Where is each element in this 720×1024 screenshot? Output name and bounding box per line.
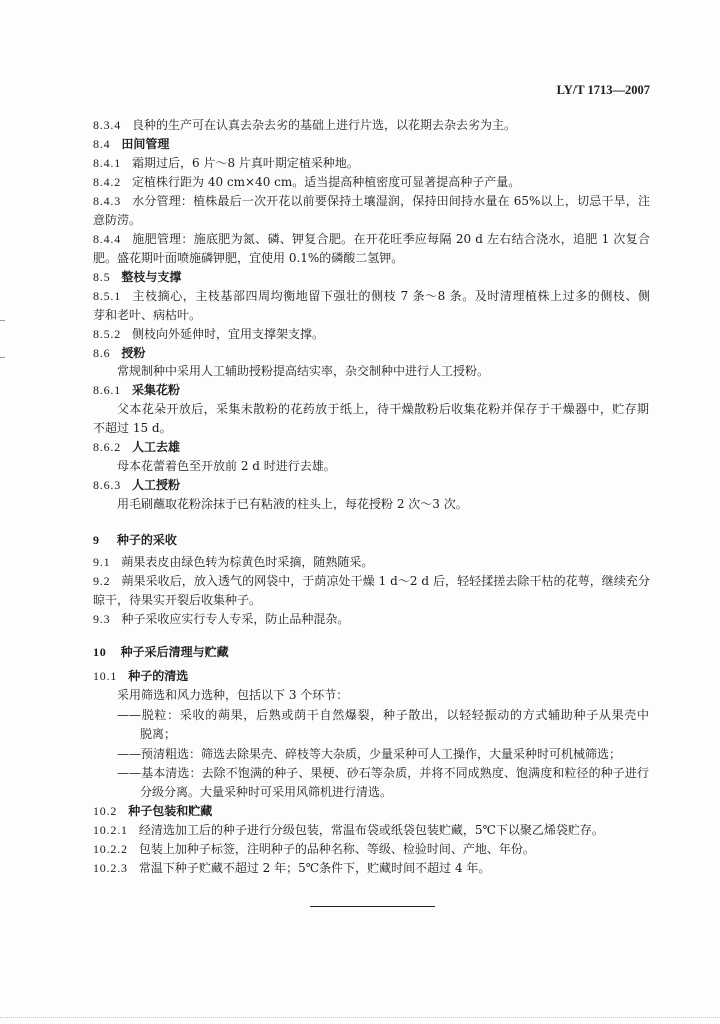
clause-8-5-2 (93, 325, 324, 344)
clause-8-4-4 (93, 230, 650, 249)
heading-8-5 (93, 268, 181, 287)
clause-number: 9.3 (93, 612, 111, 626)
clause-8-4-1 (93, 154, 359, 173)
list-item: ——脱粒：采收的蒴果，后熟或荫干自然爆裂，种子散出，以轻轻振动的方式辅助种子从果壳中 (117, 708, 649, 722)
list-item: ——基本清选：去除不饱满的种子、果梗、砂石等杂质，并将不同成熟度、饱满度和粒径的种子进行 (117, 766, 649, 780)
heading-number: 8.6.1 (93, 383, 121, 397)
paragraph-10-1-intro: 采用筛选和风力选种，包括以下 3 个环节： (117, 688, 349, 702)
list-item-continuation: 分级分离。大量采种时可采用风筛机进行清选。 (140, 785, 393, 799)
scan-edge-mark (0, 357, 5, 358)
clause-text: 种子采收应实行专人专采，防止品种混杂。 (121, 612, 350, 626)
clause-text: 蒴果表皮由绿色转为棕黄色时采摘，随熟随采。 (121, 555, 374, 569)
chapter-number: 10 (93, 645, 107, 659)
heading-number: 8.4 (93, 137, 111, 151)
heading-10-2 (93, 802, 212, 821)
paragraph-8-6-1-continuation: 不超过 15 d。 (93, 421, 172, 435)
clause-10-2-2 (93, 840, 535, 859)
clause-8-4-3-continuation: 意防涝。 (93, 213, 142, 227)
heading-number: 8.6 (93, 346, 111, 360)
clause-9-1 (93, 553, 373, 572)
heading-number: 8.6.3 (93, 478, 121, 492)
clause-8-5-1 (93, 287, 650, 306)
clause-text: 常温下种子贮藏不超过 2 年；5℃条件下，贮藏时间不超过 4 年。 (138, 861, 491, 875)
clause-8-5-1-continuation: 芽和老叶、病枯叶。 (93, 308, 202, 322)
heading-title: 采集花粉 (132, 383, 181, 397)
heading-title: 人工授粉 (132, 478, 181, 492)
clause-text: 侧枝向外延伸时，宜用支撑架支撑。 (132, 327, 325, 341)
chapter-number: 9 (93, 533, 100, 547)
end-of-text-rule (310, 906, 435, 907)
clause-8-4-3 (93, 192, 650, 211)
clause-text: 水分管理：植株最后一次开花以前要保持土壤湿润，保持田间持水量在 65%以上，切忌干旱，注 (132, 194, 650, 208)
heading-8-6 (93, 344, 145, 363)
clause-text: 施肥管理：施底肥为氮、磷、钾复合肥。在开花旺季应每隔 20 d 左右结合浇水，追肥 1 次复合 (132, 232, 650, 246)
clause-number: 9.1 (93, 555, 111, 569)
clause-number: 10.2.1 (93, 823, 128, 837)
clause-9-2-continuation: 晾干，待果实开裂后收集种子。 (93, 593, 262, 607)
heading-8-4 (93, 135, 169, 154)
clause-text: 定植株行距为 40 cm×40 cm。适当提高种植密度可显著提高种子产量。 (132, 175, 521, 189)
heading-title: 人工去雄 (132, 440, 181, 454)
clause-number: 10.2.2 (93, 842, 128, 856)
chapter-heading-9 (93, 531, 177, 550)
running-header: LY/T 1713—2007 (556, 83, 650, 97)
scan-edge-mark (0, 320, 5, 321)
scan-bottom-edge (0, 1017, 720, 1018)
heading-number: 8.5 (93, 270, 111, 284)
clause-number: 9.2 (93, 574, 111, 588)
heading-title: 种子包装和贮藏 (128, 804, 213, 818)
paragraph-8-6-3: 用毛刷蘸取花粉涂抹于已有粘液的柱头上，每花授粉 2 次～3 次。 (117, 497, 468, 511)
clause-number: 8.5.1 (93, 289, 121, 303)
heading-title: 田间管理 (121, 137, 170, 151)
clause-text: 霜期过后，6 片～8 片真叶期定植采种地。 (132, 156, 359, 170)
clause-text: 主枝摘心，主枝基部四周均衡地留下强壮的侧枝 7 条～8 条。及时清理植株上过多的侧枝、侧 (132, 289, 650, 303)
clause-10-2-3 (93, 859, 490, 878)
clause-text: 包装上加种子标签，注明种子的品种名称、等级、检验时间、产地、年份。 (138, 842, 535, 856)
chapter-heading-10 (93, 643, 229, 662)
paragraph-8-6: 常规制种中采用人工辅助授粉提高结实率，杂交制种中进行人工授粉。 (117, 364, 490, 378)
chapter-title: 种子采后清理与贮藏 (120, 645, 229, 659)
clause-number: 8.4.2 (93, 175, 121, 189)
heading-number: 8.6.2 (93, 440, 121, 454)
clause-9-3 (93, 610, 349, 629)
paragraph-8-6-2: 母本花蕾着色至开放前 2 d 时进行去雄。 (117, 459, 336, 473)
heading-8-6-3 (93, 476, 180, 495)
clause-9-2 (93, 572, 650, 591)
list-item-continuation: 脱离； (140, 727, 177, 741)
clause-number: 8.4.3 (93, 194, 121, 208)
clause-number: 8.3.4 (93, 118, 121, 132)
clause-number: 8.4.1 (93, 156, 121, 170)
clause-number: 10.2.3 (93, 861, 128, 875)
clause-text: 良种的生产可在认真去杂去劣的基础上进行片选，以花期去杂去劣为主。 (132, 118, 517, 132)
list-item: ——预清粗选：筛选去除果壳、碎枝等大杂质，少量采种可人工操作，大量采种时可机械筛选； (117, 747, 622, 761)
heading-8-6-1 (93, 381, 180, 400)
paragraph-8-6-1: 父本花朵开放后，采集未散粉的花药放于纸上，待干燥散粉后收集花粉并保存于干燥器中，贮存期 (117, 402, 649, 416)
chapter-title: 种子的采收 (116, 533, 177, 547)
clause-number: 8.5.2 (93, 327, 121, 341)
clause-number: 8.4.4 (93, 232, 121, 246)
heading-title: 整枝与支撑 (121, 270, 182, 284)
clause-8-4-4-continuation: 肥。盛花期叶面喷施磷钾肥，宜使用 0.1%的磷酸二氢钾。 (93, 251, 404, 265)
heading-title: 授粉 (121, 346, 146, 360)
clause-8-4-2 (93, 173, 520, 192)
clause-8-3-4 (93, 116, 516, 135)
heading-10-1 (93, 667, 188, 686)
clause-text: 经清选加工后的种子进行分级包装，常温布袋或纸袋包装贮藏，5℃下以聚乙烯袋贮存。 (138, 823, 604, 837)
heading-number: 10.1 (93, 669, 118, 683)
heading-number: 10.2 (93, 804, 118, 818)
clause-text: 蒴果采收后，放入透气的网袋中，于荫凉处干燥 1 d～2 d 后，轻轻揉搓去除干枯的花萼，继续充分 (121, 574, 650, 588)
heading-title: 种子的清选 (128, 669, 189, 683)
heading-8-6-2 (93, 438, 180, 457)
clause-10-2-1 (93, 821, 604, 840)
